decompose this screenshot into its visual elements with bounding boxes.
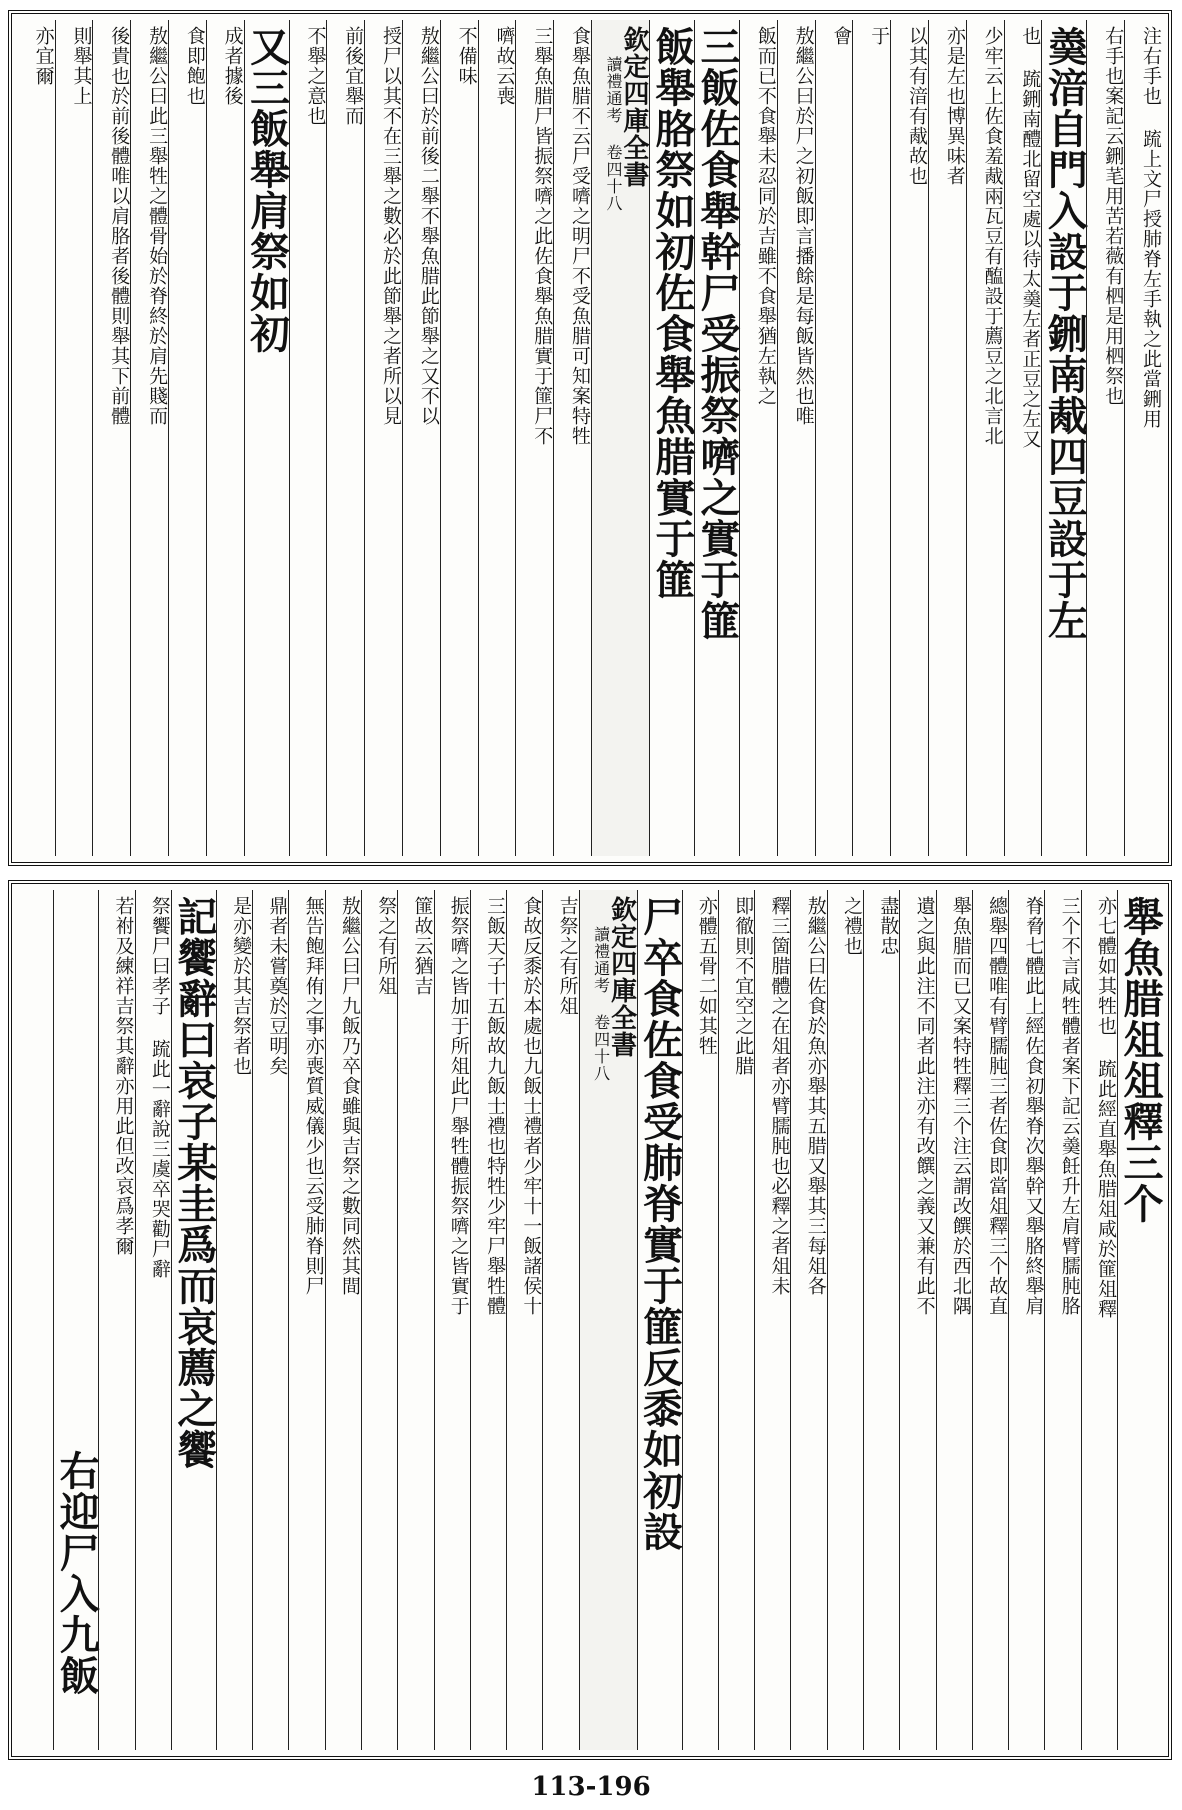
commentary-column	[252, 890, 288, 1750]
column-text: 之禮也	[841, 896, 864, 956]
commentary-column	[852, 20, 890, 856]
commentary-column	[966, 20, 1004, 856]
column-text: 飯舉胳祭如初佐食舉魚腊實于篚	[649, 26, 697, 600]
column-text: 祭饗尸曰孝子 䟽此一辭說三虞卒哭勸尸辭	[148, 896, 171, 1279]
column-text: 食故反黍於本處也九飯士禮者少牢十一飯諸侯十	[520, 896, 543, 1316]
main-text-column	[649, 20, 697, 856]
commentary-column	[515, 20, 553, 856]
column-text: 食舉魚腊不云尸受嚌之明尸不受魚腊可知案特牲	[569, 26, 592, 446]
main-text-column	[637, 890, 682, 1750]
column-text: 篚故云猶吉	[411, 896, 434, 996]
commentary-column	[216, 890, 252, 1750]
commentary-column	[928, 20, 966, 856]
commentary-column	[289, 20, 327, 856]
commentary-column	[98, 890, 134, 1750]
column-text: 會	[830, 26, 853, 46]
column-text: 則舉其上	[70, 26, 93, 106]
commentary-column	[718, 890, 754, 1750]
commentary-column	[1004, 20, 1042, 856]
commentary-column	[790, 890, 826, 1750]
column-text: 記饗辭曰哀子某圭爲而哀薦之饗	[170, 896, 218, 1470]
column-text: 成者據後	[221, 26, 244, 106]
column-text: 于	[868, 26, 891, 46]
commentary-column	[130, 20, 168, 856]
column-text: 舉魚腊而已又案特牲釋三个注云謂改饌於西北隅	[949, 896, 972, 1316]
column-text: 若祔及練祥吉祭其辭亦用此但改哀爲孝爾	[112, 896, 135, 1256]
column-text: 也 䟽鉶南醴北留空處以待太羮左者正豆之左又	[1019, 26, 1042, 449]
column-text: 敖繼公曰此三舉牲之體骨始於脊終於肩先賤而	[146, 26, 169, 426]
column-text: 不舉之意也	[304, 26, 327, 126]
commentary-column	[863, 890, 899, 1750]
commentary-column	[326, 20, 364, 856]
column-text: 脊脅七體此上經佐食初舉脊次舉幹又舉胳終舉肩	[1022, 896, 1045, 1316]
column-text: 三个不言咸牲體者案下記云羮飪升左肩臂臑肫胳	[1058, 896, 1081, 1316]
commentary-column	[542, 890, 578, 1750]
commentary-column	[682, 890, 718, 1750]
column-text: 羮湆自門入設于鉶南胾四豆設于左	[1041, 26, 1089, 641]
commentary-column	[206, 20, 244, 856]
commentary-column	[18, 890, 53, 1750]
commentary-column	[18, 20, 55, 856]
commentary-column	[1008, 890, 1044, 1750]
lower-text-columns	[18, 890, 1162, 1750]
column-text: 又三飯舉肩祭如初	[243, 26, 291, 354]
commentary-column	[1044, 890, 1080, 1750]
column-text: 亦是左也博異味者	[943, 26, 966, 186]
column-text: 前後宜舉而	[342, 26, 365, 126]
commentary-column	[506, 890, 542, 1750]
commentary-column	[168, 20, 206, 856]
commentary-column	[397, 890, 433, 1750]
column-text: 敖繼公曰佐食於魚亦舉其五腊又舉其三每俎各	[804, 896, 827, 1296]
commentary-column	[402, 20, 440, 856]
commentary-column	[1086, 20, 1124, 856]
column-text: 不備味	[455, 26, 478, 86]
column-text: 總舉四體唯有臂臑肫三者佐食即當俎釋三个故直	[986, 896, 1009, 1316]
column-text: 振祭嚌之皆加于所俎此尸舉牲體振祭嚌之皆實于	[447, 896, 470, 1316]
section-marker-column	[53, 890, 101, 1750]
center-fold-column	[591, 20, 649, 856]
column-text: 舉魚腊俎俎釋三个	[1117, 896, 1164, 1224]
column-text: 後貴也於前後體唯以肩胳者後體則舉其下前體	[108, 26, 131, 426]
column-text: 亦體五骨二如其牲	[695, 896, 718, 1056]
commentary-column	[288, 890, 324, 1750]
column-text: 注右手也 䟽上文尸授肺脊左手執之此當鉶用	[1140, 26, 1162, 429]
main-text-column	[171, 890, 216, 1750]
column-text: 三舉魚腊尸皆振祭嚌之此佐食舉魚腊實于篚尸不	[531, 26, 554, 446]
column-text: 敖繼公曰尸九飯乃卒食雖與吉祭之數同然其間	[338, 896, 361, 1296]
column-text: 祭之有所俎	[375, 896, 398, 996]
commentary-column	[1081, 890, 1117, 1750]
commentary-column	[361, 890, 397, 1750]
commentary-column	[553, 20, 591, 856]
column-text: 三飯天子十五飯故九飯士禮也特牲少牢尸舉牲體	[484, 896, 507, 1316]
main-text-column	[244, 20, 289, 856]
upper-text-columns	[18, 20, 1162, 856]
column-text: 尸卒食佐食受肺脊實于篚反黍如初設	[636, 896, 684, 1552]
column-text: 飯而已不食舉未忍同於吉雖不食舉猶左執之	[754, 26, 777, 406]
commentary-column	[777, 20, 815, 856]
column-text: 食即飽也	[183, 26, 206, 106]
column-text: 授尸以其不在三舉之數必於此節舉之者所以見	[380, 26, 403, 426]
commentary-column	[325, 890, 361, 1750]
column-text: 嚌故云喪	[493, 26, 516, 106]
column-text: 以其有湆有胾故也	[906, 26, 929, 186]
lower-page-half	[8, 880, 1172, 1760]
commentary-column	[1124, 20, 1162, 856]
book-title: 欽定四庫全書	[606, 896, 637, 1058]
main-text-column	[1117, 890, 1162, 1750]
column-text: 敖繼公曰於前後二舉不舉魚腊此節舉之又不以	[417, 26, 440, 426]
column-text: 少牢云上佐食羞胾兩瓦豆有醢設于薦豆之北言北	[981, 26, 1004, 446]
commentary-column	[92, 20, 130, 856]
column-text: 無告飽拜侑之事亦喪質威儀少也云受肺脊則尸	[302, 896, 325, 1296]
commentary-column	[815, 20, 853, 856]
upper-page-half	[8, 10, 1172, 866]
column-text: 即徹則不宜空之此腊	[732, 896, 755, 1076]
column-text: 遺之與此注不同者此注亦有改饌之義又兼有此不	[913, 896, 936, 1316]
commentary-column	[827, 890, 863, 1750]
column-text: 釋三箇腊體之在俎者亦臂臑肫也必釋之者俎未	[768, 896, 791, 1296]
column-text: 盡散忠	[877, 896, 900, 956]
column-text: 三飯佐食舉幹尸受振祭嚌之實于篚	[694, 26, 742, 641]
commentary-column	[434, 890, 470, 1750]
column-text: 敖繼公曰於尸之初飯即言播餘是每飯皆然也唯	[792, 26, 815, 426]
column-text: 亦七體如其牲也 䟽此經直舉魚腊俎咸於篚俎釋	[1095, 896, 1117, 1319]
column-text: 右迎尸入九飯	[53, 1450, 101, 1696]
book-title: 欽定四庫全書	[619, 26, 650, 188]
commentary-column	[364, 20, 402, 856]
volume-label: 讀禮通考 卷四十八	[604, 56, 624, 212]
volume-label: 讀禮通考 卷四十八	[591, 926, 611, 1082]
commentary-column	[739, 20, 777, 856]
main-text-column	[694, 20, 742, 856]
commentary-column	[972, 890, 1008, 1750]
commentary-column	[890, 20, 928, 856]
center-fold-column	[579, 890, 637, 1750]
commentary-column	[55, 20, 93, 856]
column-text: 鼎者未嘗奠於豆明矣	[266, 896, 289, 1076]
column-text: 亦宜爾	[32, 26, 55, 86]
commentary-column	[899, 890, 935, 1750]
column-text: 吉祭之有所俎	[556, 896, 579, 1016]
column-text: 是亦變於其吉祭者也	[230, 896, 253, 1076]
commentary-column	[936, 890, 972, 1750]
commentary-column	[440, 20, 478, 856]
commentary-column	[135, 890, 171, 1750]
commentary-column	[470, 890, 506, 1750]
commentary-column	[478, 20, 516, 856]
page-number: 113-196	[531, 1772, 651, 1802]
column-text: 右手也案記云鉶芼用苦若薇有柶是用柶祭也	[1102, 26, 1125, 406]
commentary-column	[754, 890, 790, 1750]
main-text-column	[1041, 20, 1089, 856]
